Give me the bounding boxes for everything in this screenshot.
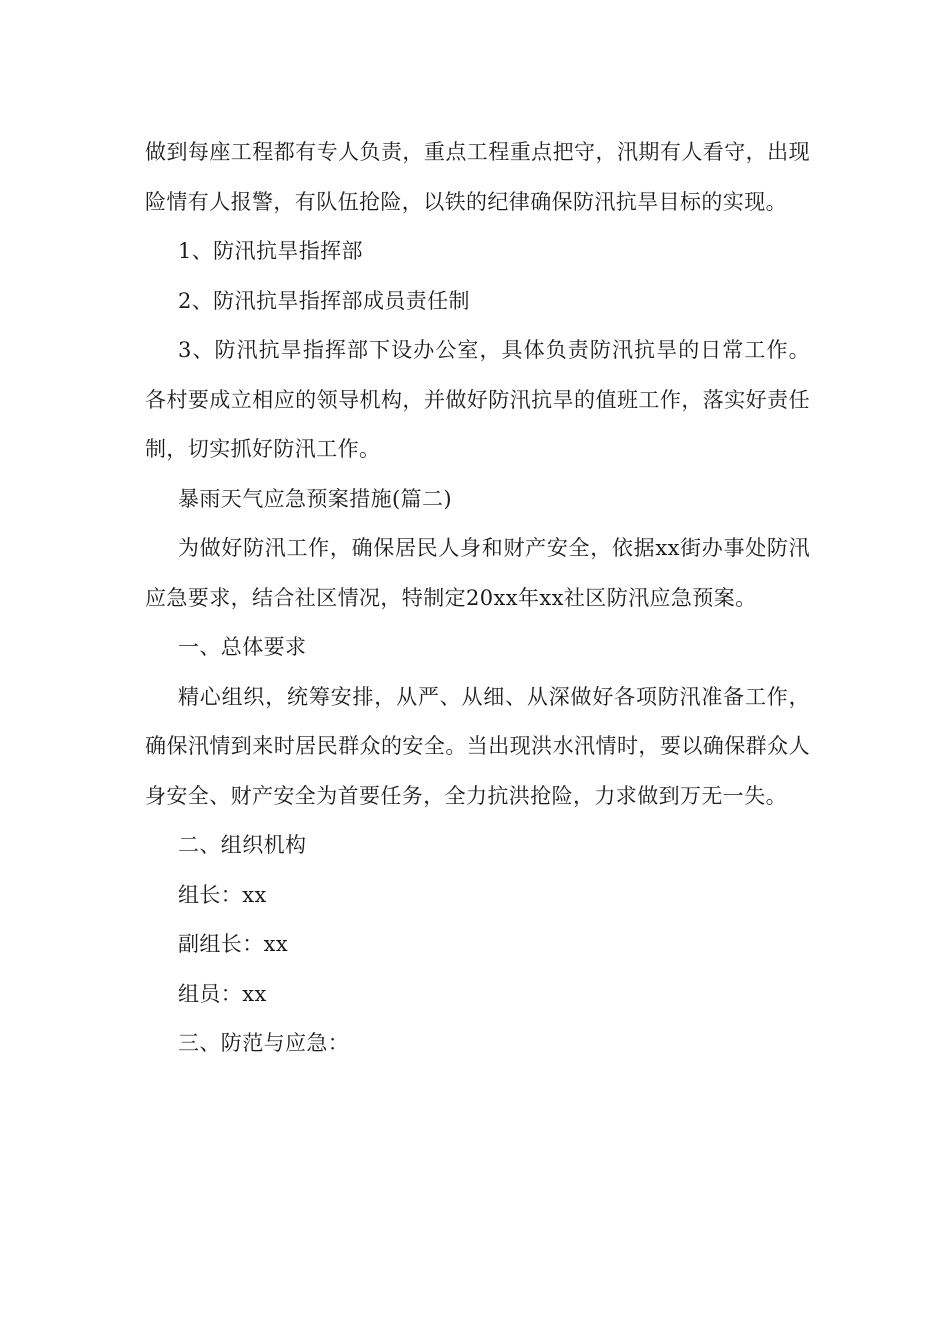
team-members: 组员：xx	[178, 981, 267, 1006]
list-item-2: 2、防汛抗旱指挥部成员责任制	[178, 288, 470, 313]
list-item-3: 3、防汛抗旱指挥部下设办公室，具体负责防汛抗旱的日常工作。各村要成立相应的领导机构，并做好防汛抗旱的值班工作，落实好责任制，切实抓好防汛工作。	[145, 338, 810, 461]
paragraph-continuation: 做到每座工程都有专人负责，重点工程重点把守，汛期有人看守，出现险情有人报警，有队伍抢险，以铁的纪律确保防汛抗旱目标的实现。	[145, 140, 810, 214]
team-leader: 组长：xx	[178, 882, 267, 907]
deputy-team-leader: 副组长：xx	[178, 932, 289, 956]
heading-general-requirements: 一、总体要求	[178, 635, 307, 659]
document-body	[145, 128, 810, 1069]
intro-paragraph: 为做好防汛工作，确保居民人身和财产安全，依据xx街办事处防汛应急要求，结合社区情况，特制定20xx年xx社区防汛应急预案。	[145, 536, 810, 610]
heading-organization: 二、组织机构	[178, 833, 307, 857]
list-item-1: 1、防汛抗旱指挥部	[178, 239, 363, 263]
general-requirements-paragraph: 精心组织，统筹安排，从严、从细、从深做好各项防汛准备工作，确保汛情到来时居民群众的安全。当出现洪水汛情时，要以确保群众人身安全、财产安全为首要任务，全力抗洪抢险，力求做到万无一失。	[145, 684, 810, 808]
section-title: 暴雨天气应急预案措施(篇二)	[178, 486, 452, 511]
heading-prevention-emergency: 三、防范与应急：	[178, 1031, 350, 1055]
